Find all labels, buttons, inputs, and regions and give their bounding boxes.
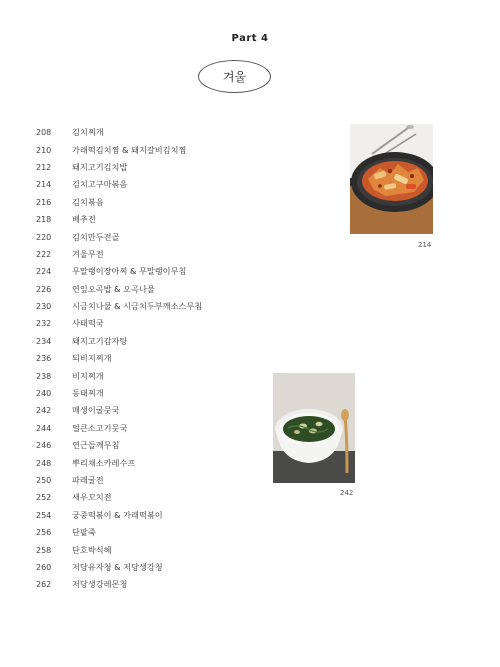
toc-entry — [36, 507, 202, 524]
toc-recipe-title: 배추전 — [72, 214, 96, 225]
toc-recipe-title: 새우꼬치전 — [72, 492, 112, 503]
part-label: Part 4 — [231, 33, 269, 44]
toc-entry — [36, 420, 202, 437]
toc-recipe-title: 저당생강레몬청 — [72, 579, 128, 590]
toc-recipe-title: 김치볶음 — [72, 196, 104, 207]
toc-page-number: 246 — [36, 441, 52, 451]
toc-entry — [36, 524, 202, 541]
toc-entry — [36, 385, 202, 402]
toc-page-number: 224 — [36, 267, 52, 277]
toc-recipe-title: 돼지고기김치밥 — [72, 161, 128, 172]
toc-entry — [36, 576, 202, 593]
toc-recipe-title: 김치찌개 — [72, 127, 104, 138]
toc-entry — [36, 454, 202, 471]
toc-page-number: 256 — [36, 528, 52, 538]
toc-recipe-title: 단팥죽 — [72, 527, 96, 538]
photo-page-caption: 214 — [418, 241, 432, 249]
toc-entry — [36, 489, 202, 506]
toc-page-number: 218 — [36, 215, 52, 225]
toc-page-number: 252 — [36, 493, 52, 503]
toc-page-number: 222 — [36, 249, 52, 259]
toc-entry — [36, 211, 202, 228]
toc-recipe-title: 겨울무전 — [72, 248, 104, 259]
toc-page-number: 226 — [36, 284, 52, 294]
toc-recipe-title: 저당유자청 & 저당생강청 — [72, 561, 163, 572]
toc-page-number: 220 — [36, 232, 52, 242]
toc-page-number: 254 — [36, 510, 52, 520]
toc-page-number: 248 — [36, 458, 52, 468]
toc-recipe-title: 사태떡국 — [72, 318, 104, 329]
toc-recipe-title: 김치고구마볶음 — [72, 179, 128, 190]
toc-page-number: 230 — [36, 302, 52, 312]
toc-entry — [36, 176, 202, 193]
toc-recipe-title: 뿌리채소카레수프 — [72, 457, 136, 468]
toc-page-number: 260 — [36, 562, 52, 572]
season-title — [198, 60, 271, 93]
toc-entry — [36, 350, 202, 367]
toc-entry — [36, 298, 202, 315]
photo-page-caption: 242 — [340, 489, 354, 497]
toc-recipe-title: 되비지찌개 — [72, 353, 112, 364]
soup-bowl-photo — [273, 373, 355, 483]
toc-page-number: 250 — [36, 476, 52, 485]
toc-entry — [36, 472, 202, 489]
toc-page-number: 244 — [36, 423, 52, 433]
skillet-dish-photo — [350, 124, 433, 234]
toc-page-number: 208 — [36, 128, 52, 138]
toc-entry — [36, 281, 202, 298]
toc-entry — [36, 228, 202, 245]
toc-page-number: 262 — [36, 580, 52, 590]
toc-recipe-title: 김치만두전골 — [72, 231, 120, 242]
toc-recipe-title: 시금치나물 & 시금치두부깨소스무침 — [72, 301, 203, 312]
toc-entry — [36, 437, 202, 454]
toc-entry — [36, 541, 202, 558]
toc-recipe-title: 비지찌개 — [72, 370, 104, 381]
toc-recipe-title: 동태찌개 — [72, 388, 104, 399]
toc-page-number: 210 — [36, 145, 52, 155]
skillet-dish-illustration — [350, 124, 433, 234]
toc-page-number: 240 — [36, 389, 52, 399]
toc-recipe-title: 무말랭이장아찌 & 무말랭이무침 — [72, 266, 187, 277]
toc-page-number: 258 — [36, 545, 52, 555]
toc-recipe-title: 연잎오곡밥 & 오곡나물 — [72, 283, 155, 294]
toc-entry — [36, 367, 202, 384]
toc-entry — [36, 402, 202, 419]
toc-entry — [36, 194, 202, 211]
toc-entry — [36, 315, 202, 332]
toc-recipe-title: 단호박식혜 — [72, 544, 112, 555]
toc-page-number: 214 — [36, 180, 52, 190]
toc-entry — [36, 246, 202, 263]
toc-entry — [36, 333, 202, 350]
toc-entry — [36, 559, 202, 576]
toc-entry — [36, 263, 202, 280]
toc-recipe-title: 연근들깨무침 — [72, 440, 120, 451]
table-of-contents — [36, 124, 202, 594]
toc-entry — [36, 124, 202, 141]
toc-page-number: 216 — [36, 197, 52, 207]
toc-page-number: 238 — [36, 371, 52, 381]
toc-page-number: 212 — [36, 162, 52, 172]
toc-recipe-title: 파래굴전 — [72, 475, 104, 485]
toc-entry — [36, 159, 202, 176]
toc-recipe-title: 돼지고기감자탕 — [72, 335, 128, 346]
soup-bowl-illustration — [273, 373, 355, 483]
toc-page-number: 232 — [36, 319, 52, 329]
toc-entry — [36, 141, 202, 158]
season-title-text: 겨울 — [222, 70, 247, 84]
toc-recipe-title: 얼큰소고기뭇국 — [72, 422, 128, 433]
toc-page-number: 236 — [36, 354, 52, 364]
toc-recipe-title: 매생이굴뭇국 — [72, 405, 120, 416]
toc-page-number: 242 — [36, 406, 52, 416]
toc-recipe-title: 궁중떡볶이 & 가래떡볶이 — [72, 509, 163, 520]
toc-page-number: 234 — [36, 336, 52, 346]
toc-recipe-title: 가래떡김치찜 & 돼지갈비김치찜 — [72, 144, 187, 155]
